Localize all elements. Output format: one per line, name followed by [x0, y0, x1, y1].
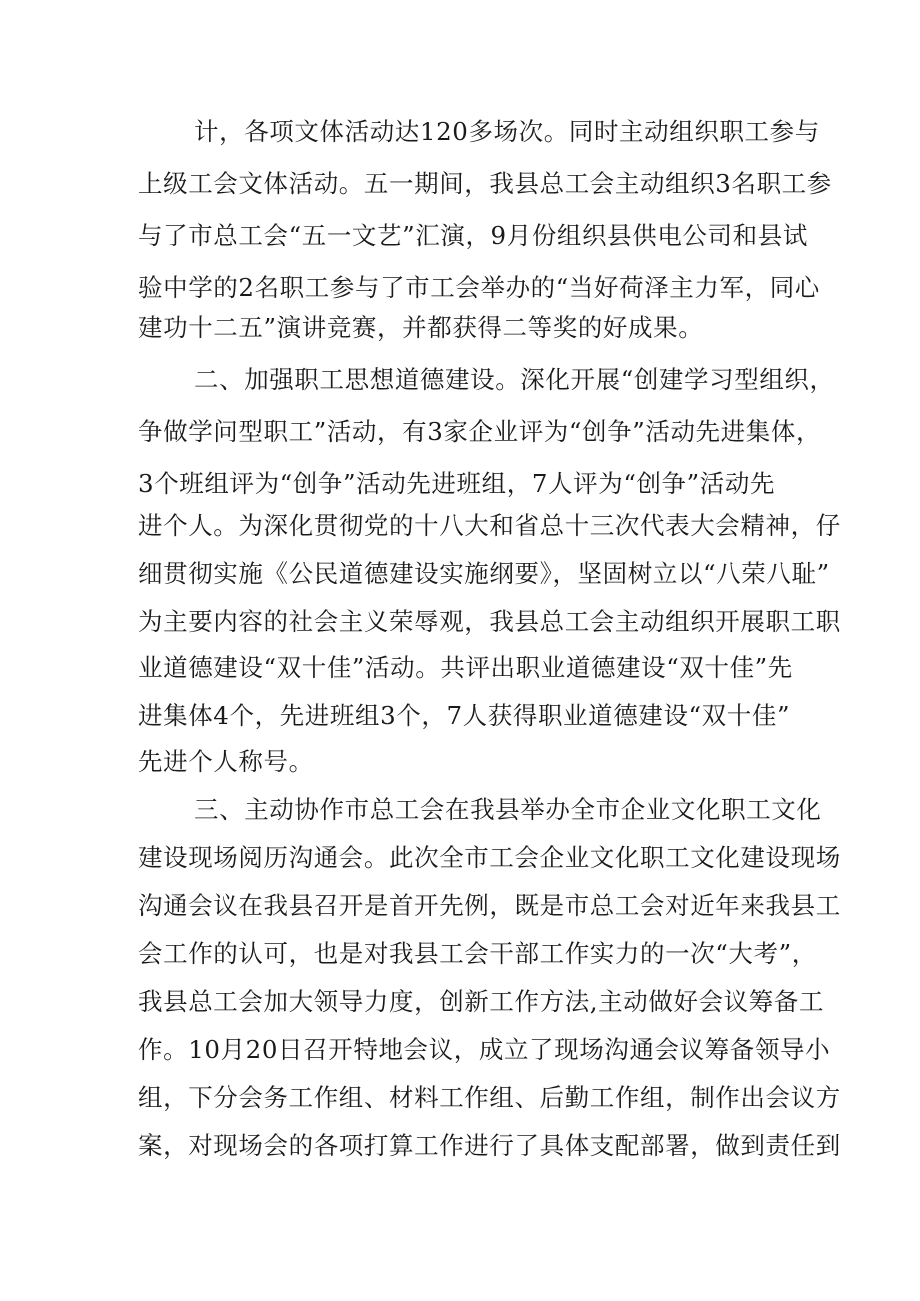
text-line: 为主要内容的社会主义荣辱观，我县总工会主动组织开展职工职: [138, 607, 841, 636]
text-line: 验中学的2名职工参与了市工会举办的“当好荷泽主力军，同心: [138, 273, 820, 302]
text-line: 计，各项文体活动达120多场次。同时主动组织职工参与: [194, 117, 820, 146]
text-line: 进个人。为深化贯彻党的十八大和省总十三次代表大会精神，仔: [138, 511, 841, 540]
text-line: 争做学问型职工”活动，有3家企业评为“创争”活动先进集体，: [138, 417, 822, 446]
text-line: 三、主动协作市总工会在我县举办全市企业文化职工文化: [194, 795, 822, 824]
text-line: 作。10月20日召开特地会议，成立了现场沟通会议筹备领导小: [138, 1035, 831, 1064]
text-line: 建设现场阅历沟通会。此次全市工会企业文化职工文化建设现场: [138, 843, 841, 872]
text-line: 3个班组评为“创争”活动先进班组，7人评为“创争”活动先: [138, 469, 776, 498]
text-line: 组，下分会务工作组、材料工作组、后勤工作组，制作出会议方: [138, 1083, 841, 1112]
text-line: 建功十二五”演讲竞赛，并都获得二等奖的好成果。: [138, 313, 704, 342]
text-line: 先进个人称号。: [138, 747, 314, 776]
text-line: 细贯彻实施《公民道德建设实施纲要》，坚固树立以“八荣八耻”: [138, 559, 830, 588]
text-line: 二、加强职工思想道德建设。深化开展“创建学习型组织，: [194, 365, 835, 394]
text-line: 上级工会文体活动。五一期间，我县总工会主动组织3名职工参: [138, 169, 832, 198]
text-line: 案，对现场会的各项打算工作进行了具体支配部署，做到责任到: [138, 1131, 841, 1160]
text-line: 与了市总工会“五一文艺”汇演，9月份组织县供电公司和县试: [138, 221, 808, 250]
text-line: 进集体4个，先进班组3个，7人获得职业道德建设“双十佳”: [138, 701, 791, 730]
text-line: 会工作的认可，也是对我县工会干部工作实力的一次“大考”，: [138, 939, 817, 968]
text-line: 业道德建设“双十佳”活动。共评出职业道德建设“双十佳”先: [138, 653, 793, 682]
text-line: 我县总工会加大领导力度，创新工作方法,主动做好会议筹备工: [138, 987, 825, 1016]
text-line: 沟通会议在我县召开是首开先例，既是市总工会对近年来我县工: [138, 891, 841, 920]
